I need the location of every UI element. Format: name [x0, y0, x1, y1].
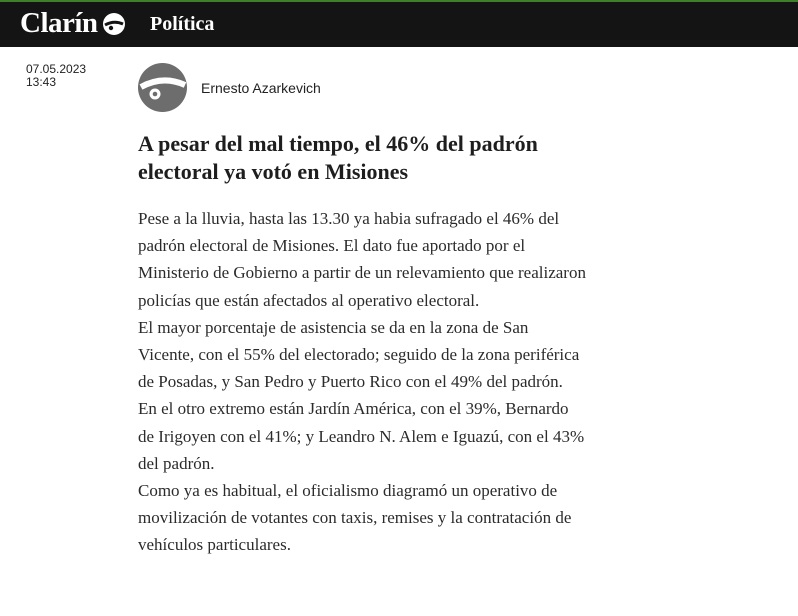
author-avatar[interactable]	[138, 63, 187, 112]
brand-name: Clarín	[20, 7, 98, 39]
section-link-politica[interactable]: Política	[150, 13, 215, 35]
top-navigation-bar	[0, 0, 798, 47]
article-paragraph: Como ya es habitual, el oficialismo diagramó un operativo de movilización de votantes con taxis, remises y la contratación de vehículos particulares.	[138, 481, 572, 555]
brand-logo[interactable]	[20, 7, 126, 40]
author-name[interactable]: Ernesto Azarkevich	[201, 80, 321, 96]
article-paragraph: El mayor porcentaje de asistencia se da en la zona de San Vicente, con el 55% del electorado; seguido de la zona periférica de Posadas, y San Pedro y Puerto Rico con el 49% del padrón.	[138, 317, 580, 392]
publish-date: 07.05.2023	[26, 62, 87, 76]
article-paragraph: En el otro extremo están Jardín América, con el 39%, Bernardo de Irigoyen con el 41%; y Leandro N. Alem e Iguazú, con el 43% del padrón.	[138, 399, 585, 473]
clarin-logo-icon	[102, 12, 126, 36]
article-headline: A pesar del mal tiempo, el 46% del padrón electoral ya votó en Misiones	[138, 131, 538, 184]
publish-time: 13:43	[26, 75, 57, 89]
article-body	[138, 205, 588, 559]
author-avatar-logo-icon	[138, 63, 187, 112]
publish-datetime	[26, 63, 86, 89]
article-paragraph: Pese a la lluvia, hasta las 13.30 ya habia sufragado el 46% del padrón electoral de Misiones. El dato fue aportado por el Ministerio de Gobierno a partir de un relevamiento que realizaron policías que están afectados al operativo electoral.	[138, 209, 586, 310]
